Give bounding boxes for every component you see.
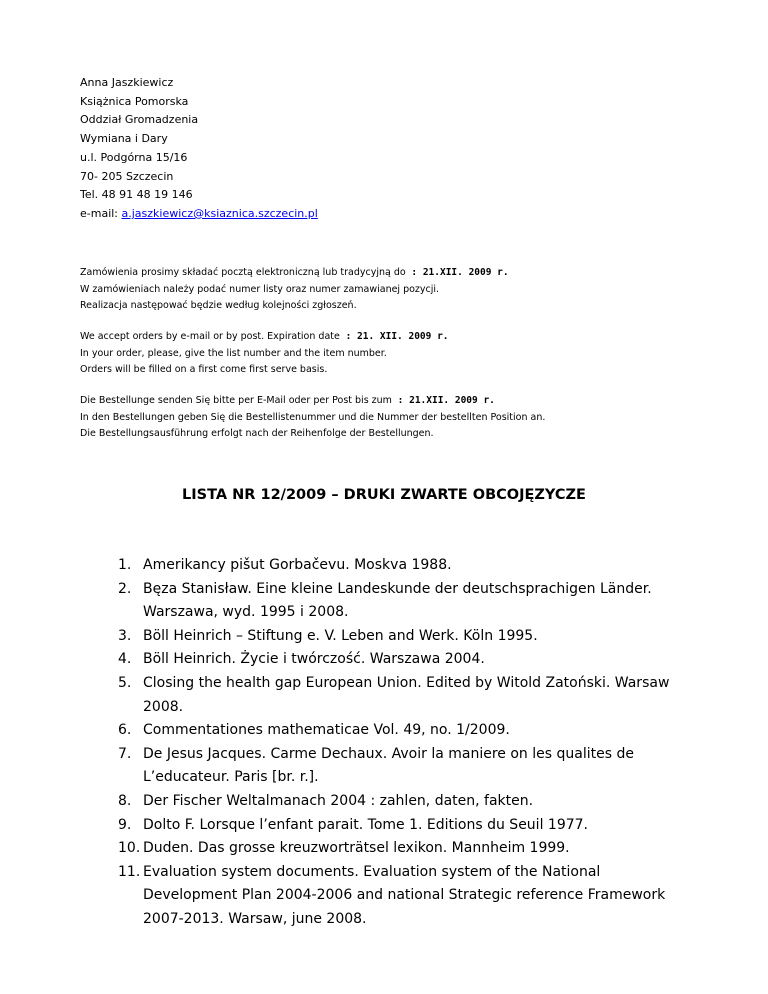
- sender-city: 70- 205 Szczecin: [80, 169, 174, 183]
- notice-pl-line1-text: Zamówienia prosimy składać pocztą elektroniczną lub tradycyjną do: [80, 267, 406, 278]
- sender-email-line: [80, 205, 318, 224]
- list-item: [118, 554, 698, 578]
- list-item-number: 8.: [118, 792, 132, 809]
- list-item: [118, 861, 698, 932]
- list-item-number: 1.: [118, 557, 132, 573]
- list-item-text: Evaluation system documents. Evaluation system of the National Development Plan 2004-2006 and national Strategic reference Framework 2007-2013. Warsaw, june 2008.: [143, 863, 666, 927]
- list-item-number: 3.: [118, 627, 132, 644]
- notice-de-date: : 21.XII. 2009 r.: [391, 395, 495, 406]
- notice-en-date: : 21. XII. 2009 r.: [339, 331, 449, 342]
- list-item-text: Duden. Das grosse kreuzworträtsel lexikon. Mannheim 1999.: [143, 840, 570, 857]
- notice-en-line1: [80, 329, 449, 346]
- list-item-number: 10.: [118, 840, 141, 857]
- list-item-text: De Jesus Jacques. Carme Dechaux. Avoir la maniere on les qualites de L’educateur. Paris [br. r.].: [143, 745, 634, 786]
- notice-de-line1-text: Die Bestellunge senden Się bitte per E-Mail oder per Post bis zum: [80, 395, 392, 406]
- sender-phone: Tel. 48 91 48 19 146: [80, 188, 193, 202]
- notice-de-line3: Die Bestellungsausführung erfolgt nach der Reihenfolge der Bestellungen.: [80, 428, 434, 439]
- book-list: [118, 554, 698, 932]
- sender-street: u.l. Podgórna 15/16: [80, 150, 188, 164]
- notice-en-line1-text: We accept orders by e-mail or by post. Expiration date: [80, 331, 340, 342]
- list-title: LISTA NR 12/2009 – DRUKI ZWARTE OBCOJĘZYCZE: [182, 487, 586, 503]
- list-item-text: Commentationes mathematicae Vol. 49, no. 1/2009.: [143, 722, 510, 739]
- list-item-text: Böll Heinrich. Życie i twórczość. Warszawa 2004.: [143, 651, 485, 668]
- notice-en-line2: In your order, please, give the list number and the item number.: [80, 347, 387, 359]
- sender-name: Anna Jaszkiewicz: [80, 76, 174, 89]
- list-item: [118, 672, 698, 719]
- list-item: [118, 814, 698, 838]
- email-link[interactable]: a.jaszkiewicz@ksiaznica.szczecin.pl: [121, 206, 318, 220]
- notice-pl-date: : 21.XII. 2009 r.: [405, 267, 509, 278]
- list-item-number: 4.: [118, 651, 132, 668]
- list-item: [118, 625, 698, 649]
- list-item-text: Bęza Stanisław. Eine kleine Landeskunde der deutschsprachigen Länder. Warszawa, wyd. 1995 i 2008.: [143, 580, 652, 621]
- list-item-number: 5.: [118, 674, 132, 691]
- list-item: [118, 648, 698, 672]
- sender-institution: Książnica Pomorska: [80, 94, 189, 108]
- list-item-text: Dolto F. Lorsque l’enfant parait. Tome 1. Editions du Seuil 1977.: [143, 816, 588, 833]
- notice-de-line2: In den Bestellungen geben Się die Bestellistenummer und die Nummer der bestellten Position an.: [80, 411, 546, 423]
- notice-pl-line1: [80, 265, 509, 282]
- list-item: [118, 837, 698, 861]
- list-item-text: Closing the health gap European Union. Edited by Witold Zatoński. Warsaw 2008.: [143, 674, 670, 715]
- list-item-text: Amerikancy pišut Gorbačevu. Moskva 1988.: [143, 557, 452, 573]
- list-item-number: 2.: [118, 580, 132, 597]
- email-label: e-mail:: [80, 206, 122, 220]
- sender-section: Wymiana i Dary: [80, 132, 168, 146]
- list-item: [118, 790, 698, 814]
- sender-department: Oddział Gromadzenia: [80, 113, 199, 127]
- notice-polish: [80, 265, 509, 315]
- list-item: [118, 578, 698, 625]
- list-item-number: 7.: [118, 745, 132, 762]
- notice-de-line1: [80, 393, 545, 410]
- list-item: [118, 743, 698, 790]
- list-item-number: 6.: [118, 722, 132, 739]
- list-item-number: 11.: [118, 863, 141, 880]
- list-item: [118, 719, 698, 743]
- list-item-text: Der Fischer Weltalmanach 2004 : zahlen, daten, fakten.: [143, 792, 534, 809]
- notice-german: [80, 393, 545, 443]
- list-item-number: 9.: [118, 816, 132, 833]
- notice-english: [80, 329, 449, 379]
- sender-address-block: [80, 74, 318, 224]
- notice-pl-line2: W zamówieniach należy podać numer listy oraz numer zamawianej pozycji.: [80, 283, 440, 295]
- notice-en-line3: Orders will be filled on a first come first serve basis.: [80, 364, 328, 375]
- notice-pl-line3: Realizacja następować będzie według kolejności zgłoszeń.: [80, 300, 357, 311]
- list-item-text: Böll Heinrich – Stiftung e. V. Leben and Werk. Köln 1995.: [143, 627, 538, 644]
